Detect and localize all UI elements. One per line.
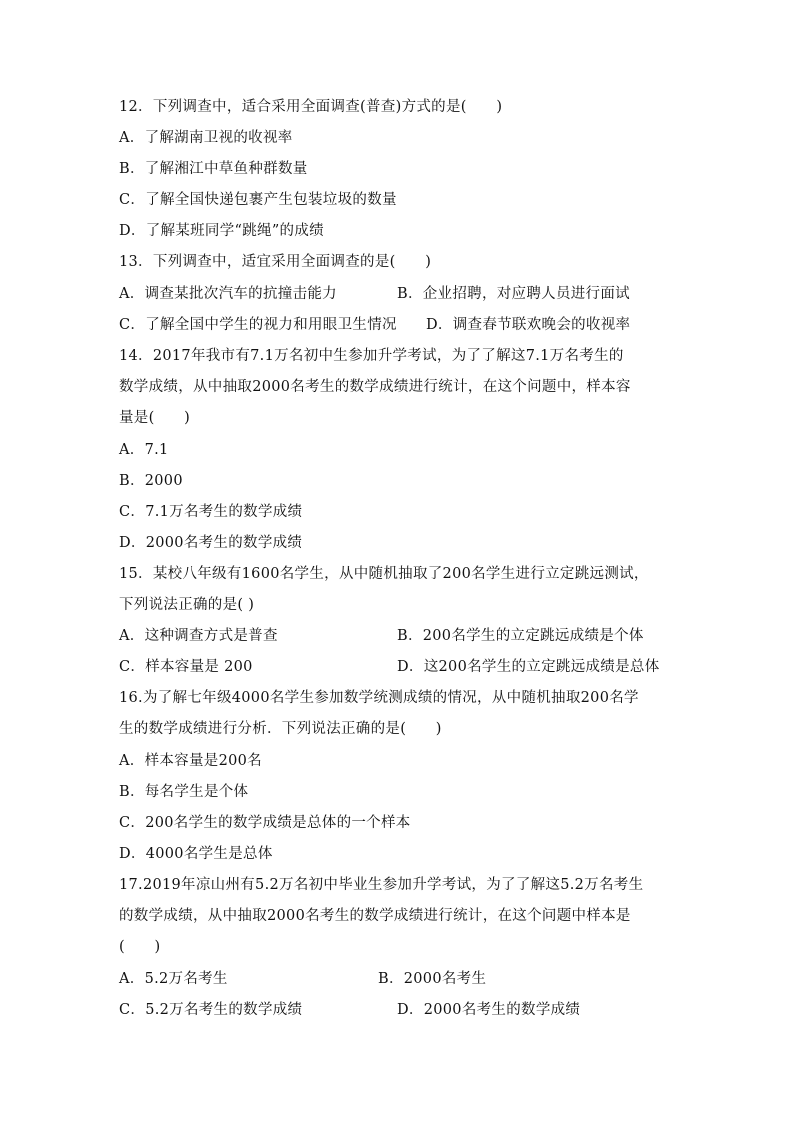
question-14-option-a: A．7.1 [119, 442, 169, 458]
question-15-stem-line-2: 下列说法正确的是( ) [119, 597, 255, 613]
question-17-option-c: C．5.2万名考生的数学成绩 [119, 1002, 303, 1018]
question-14-stem-line-1: 14．2017年我市有7.1万名初中生参加升学考试，为了了解这7.1万名考生的 [119, 348, 624, 364]
question-16-stem-line-1: 16.为了解七年级4000名学生参加数学统测成绩的情况，从中随机抽取200名学 [119, 690, 639, 706]
question-17-stem-line-1: 17.2019年凉山州有5.2万名初中毕业生参加升学考试，为了了解这5.2万名考生 [119, 877, 644, 893]
question-15-option-a: A．这种调查方式是普查 [119, 628, 278, 644]
question-16-option-a: A．样本容量是200名 [119, 753, 262, 769]
question-17-stem-line-3: ( ) [119, 939, 161, 955]
question-17-option-b: B．2000名考生 [378, 971, 487, 987]
question-12-option-b: B．了解湘江中草鱼种群数量 [119, 161, 308, 177]
question-14-stem-line-3: 量是( ) [119, 410, 191, 426]
question-14-option-d: D．2000名考生的数学成绩 [119, 535, 303, 551]
question-15-stem-line-1: 15．某校八年级有1600名学生，从中随机抽取了200名学生进行立定跳远测试， [119, 566, 649, 582]
question-12-stem: 12．下列调查中，适合采用全面调查(普查)方式的是( ) [119, 99, 503, 115]
question-12-option-d: D．了解某班同学“跳绳”的成绩 [119, 223, 324, 239]
question-13-option-b: B．企业招聘，对应聘人员进行面试 [397, 286, 630, 302]
question-14-stem-line-2: 数学成绩，从中抽取2000名考生的数学成绩进行统计，在这个问题中，样本容 [119, 379, 631, 395]
question-16-stem-line-2: 生的数学成绩进行分析．下列说法正确的是( ) [119, 721, 442, 737]
question-13-option-c: C．了解全国中学生的视力和用眼卫生情况 [119, 317, 397, 333]
question-15-option-b: B．200名学生的立定跳远成绩是个体 [397, 628, 644, 644]
question-15-option-c: C．样本容量是 200 [119, 659, 253, 675]
question-17-option-d: D．2000名考生的数学成绩 [397, 1002, 581, 1018]
question-13-stem: 13．下列调查中，适宜采用全面调查的是( ) [119, 254, 432, 270]
question-17-option-a: A．5.2万名考生 [119, 971, 228, 987]
question-16-option-d: D．4000名学生是总体 [119, 846, 273, 862]
question-12-option-c: C．了解全国快递包裹产生包装垃圾的数量 [119, 192, 397, 208]
question-12-option-a: A．了解湖南卫视的收视率 [119, 130, 293, 146]
question-14-option-c: C．7.1万名考生的数学成绩 [119, 504, 303, 520]
question-14-option-b: B．2000 [119, 473, 183, 489]
question-16-option-b: B．每名学生是个体 [119, 784, 249, 800]
question-13-option-d: D．调查春节联欢晚会的收视率 [426, 317, 631, 333]
question-15-option-d: D．这200名学生的立定跳远成绩是总体 [397, 659, 660, 675]
question-16-option-c: C．200名学生的数学成绩是总体的一个样本 [119, 815, 411, 831]
question-13-option-a: A．调查某批次汽车的抗撞击能力 [119, 286, 337, 302]
question-17-stem-line-2: 的数学成绩，从中抽取2000名考生的数学成绩进行统计，在这个问题中样本是 [119, 908, 631, 924]
